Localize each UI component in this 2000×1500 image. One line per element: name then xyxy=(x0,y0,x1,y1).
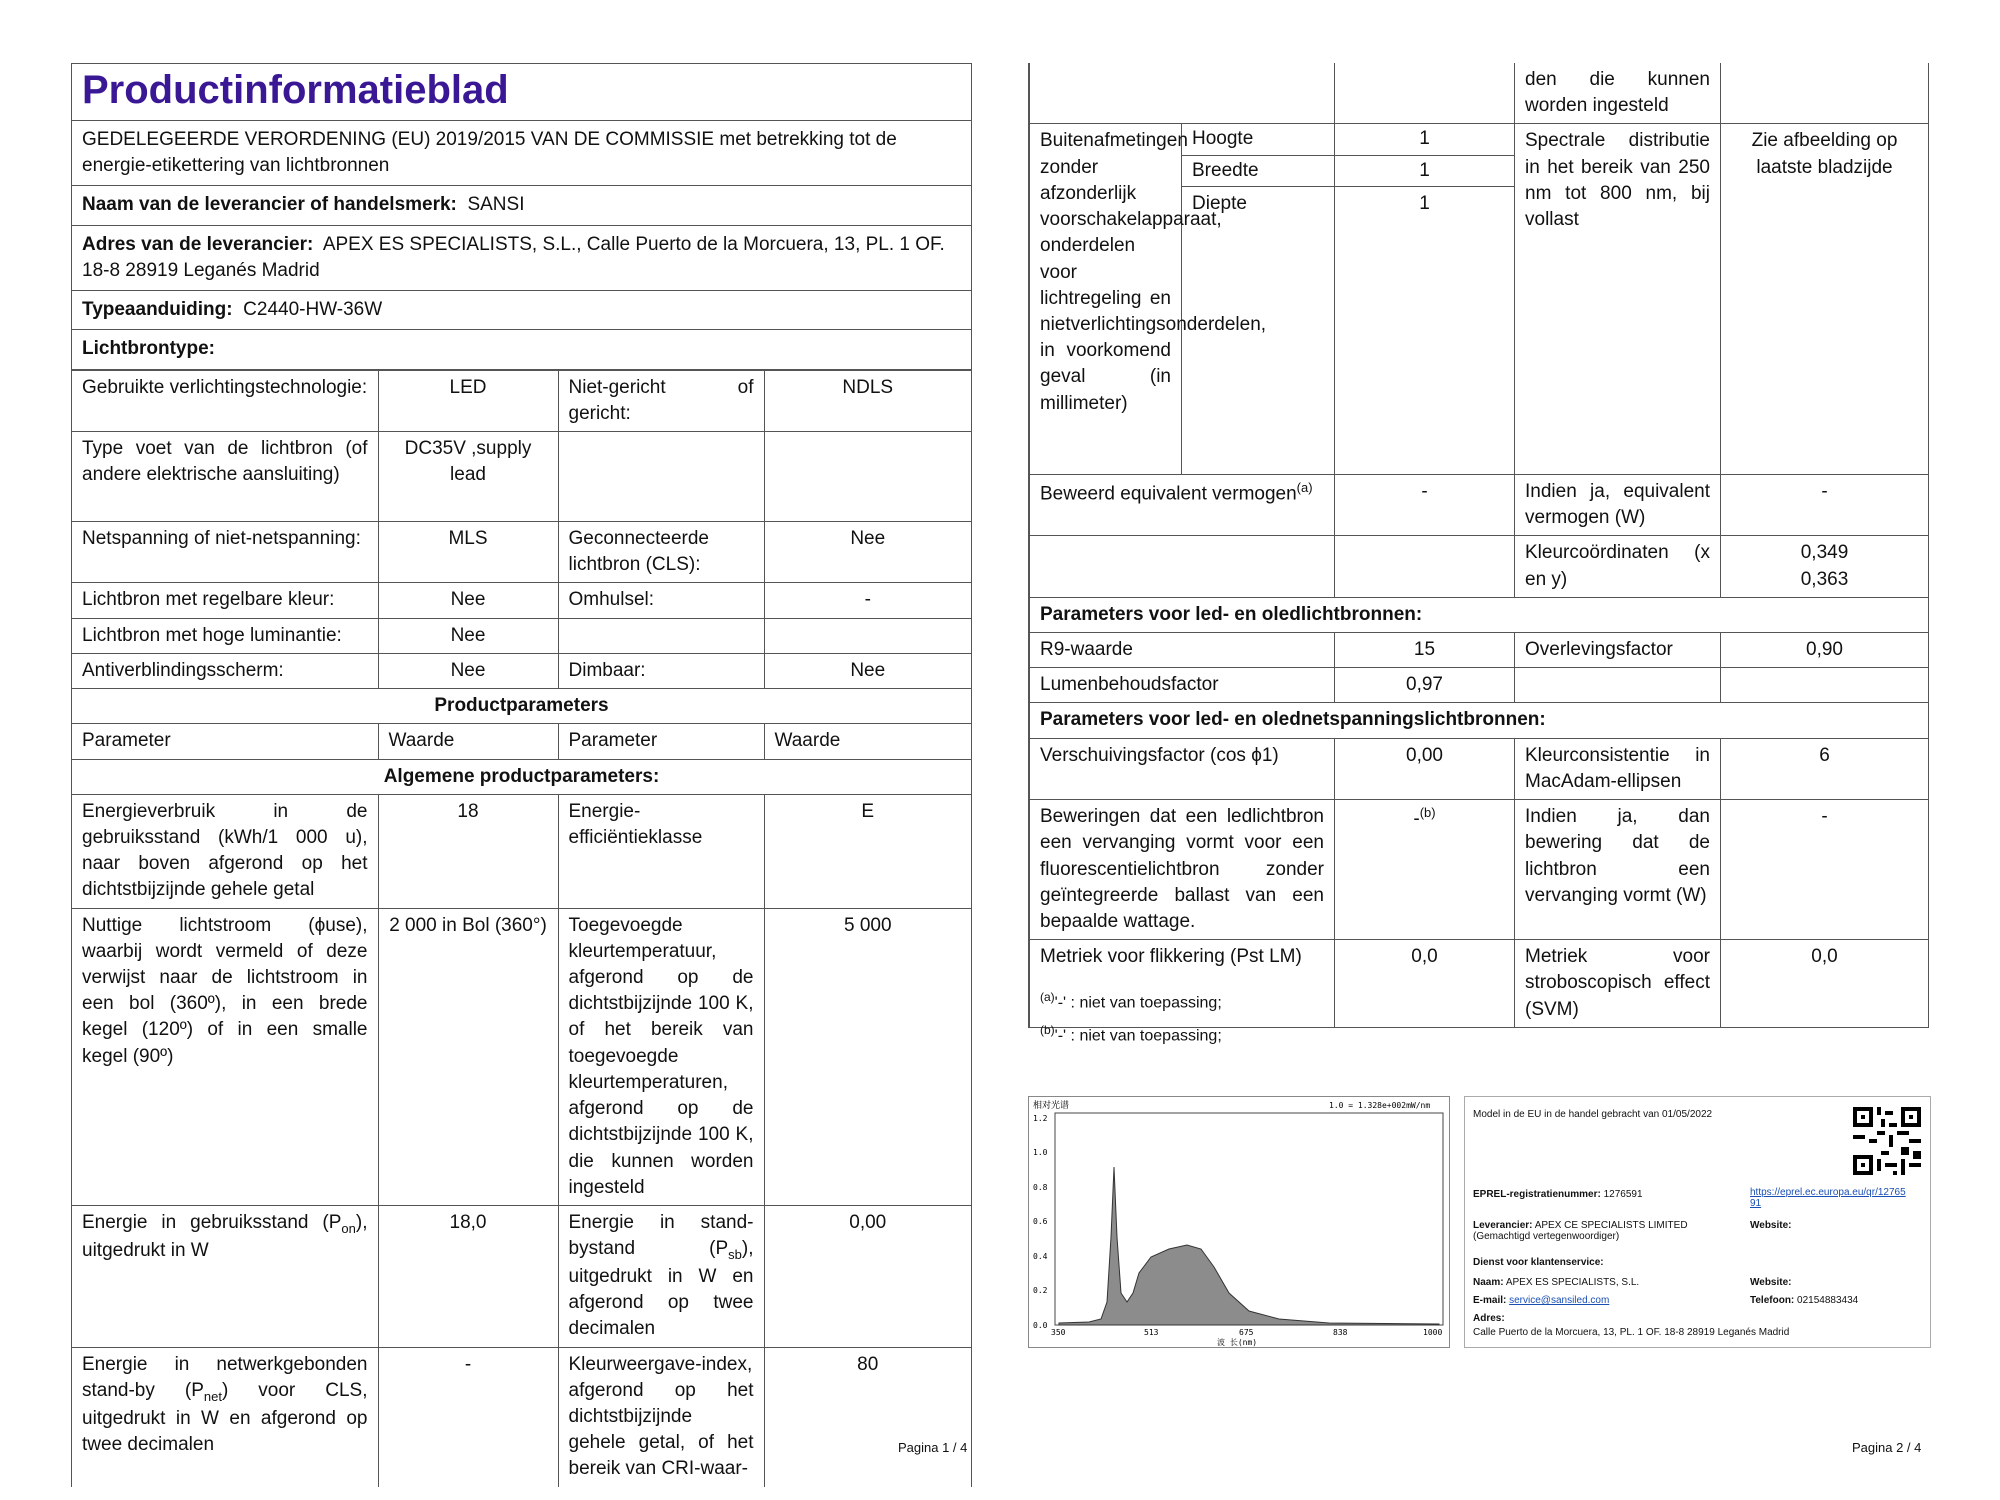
product-params-heading: Productparameters xyxy=(72,689,971,724)
y-tick: 0.6 xyxy=(1033,1217,1048,1226)
chromaticity-value xyxy=(1721,536,1929,597)
shift-label: Verschuivingsfactor (cos ϕ1) xyxy=(1030,738,1335,799)
table-cell xyxy=(1030,536,1335,597)
supplier-address-row xyxy=(72,225,971,290)
qr-code-icon xyxy=(1853,1107,1921,1175)
address-value: Calle Puerto de la Morcuera, 13, PL. 1 OF. 18-8 28919 Leganés Madrid xyxy=(1473,1327,1790,1338)
page-2 xyxy=(1000,0,2000,1500)
led-params-heading: Parameters voor led- en oledlichtbronnen: xyxy=(1030,597,1929,632)
email-row xyxy=(1473,1295,1609,1306)
supplier-label: Leverancier: xyxy=(1473,1220,1533,1231)
table-row xyxy=(1030,536,1929,597)
table-cell: DC35V ,supply lead xyxy=(378,431,558,521)
supplier-name-value: SANSI xyxy=(467,194,525,216)
dimension-value: 1 xyxy=(1335,124,1515,155)
table-cell: - xyxy=(764,583,971,618)
footnote-ref: (a) xyxy=(1296,479,1313,495)
type-label: Typeaanduiding: xyxy=(82,299,233,321)
table-cell xyxy=(764,431,971,521)
table-cell: Nee xyxy=(378,583,558,618)
chromaticity-y: 0,363 xyxy=(1800,568,1849,590)
eprel-link[interactable]: https://eprel.ec.europa.eu/qr/1276591 xyxy=(1750,1187,1906,1209)
table-cell: Kleurweergave-index, afgerond op het dichtstbijzijnde gehele getal, of het bereik van CRI-waar- xyxy=(558,1347,764,1487)
lumen-value: 0,97 xyxy=(1335,668,1515,703)
standby-label-post: ), uitgedrukt in W en afgerond op twee decimalen xyxy=(568,1238,754,1340)
table-cell: 2 000 in Bol (360°) xyxy=(378,908,558,1205)
replacement-power-label: Indien ja, dan bewering dat de lichtbron een vervanging vormt (W) xyxy=(1515,800,1721,940)
general-params-heading: Algemene productparameters: xyxy=(72,759,971,794)
params-table xyxy=(1029,63,1929,1028)
x-axis-label: 波 长(nm) xyxy=(1217,1338,1258,1347)
table-cell: Energie-efficiëntieklasse xyxy=(558,794,764,908)
stroboscopic-value: 0,0 xyxy=(1721,940,1929,1028)
eprel-label: EPREL-registratienummer: xyxy=(1473,1189,1601,1200)
table-row xyxy=(1030,63,1929,124)
footnote-mark: (b) xyxy=(1040,1022,1055,1037)
phone-label: Telefoon: xyxy=(1750,1295,1795,1306)
website-label: Website: xyxy=(1750,1220,1792,1231)
table-cell: Nee xyxy=(764,653,971,688)
service-name-row xyxy=(1473,1277,1639,1288)
table-cell: Energieverbruik in de gebruiksstand (kWh/1 000 u), naar boven afgerond op het dichtstbijzijnde gehele getal xyxy=(72,794,378,908)
spectral-label: Spectrale distributie in het bereik van 250 nm tot 800 nm, bij vollast xyxy=(1515,124,1721,474)
standby-label-sub: sb xyxy=(728,1247,742,1263)
x-ticks xyxy=(1051,1328,1442,1337)
website2-label: Website: xyxy=(1750,1277,1792,1288)
net-standby-label-sub: net xyxy=(203,1388,222,1404)
claimed-power-text: Beweerd equivalent vermogen xyxy=(1040,483,1297,505)
table-cell xyxy=(764,618,971,653)
page-title: Productinformatieblad xyxy=(82,68,509,112)
x-tick: 350 xyxy=(1051,1328,1066,1337)
table-cell: Omhulsel: xyxy=(558,583,764,618)
table-cell: Lichtbron met hoge luminantie: xyxy=(72,618,378,653)
table-cell: Nee xyxy=(378,653,558,688)
table-cell: 0,00 xyxy=(764,1206,971,1348)
dimensions-label: Buitenafmetingen zonder afzonderlijk voorschakelapparaat, onderdelen voor lichtregeling en nietverlichtingsonderdelen, in voorkomend geval (in millimeter) xyxy=(1030,124,1182,474)
standby-label-pre: Energie in stand-bystand (P xyxy=(568,1212,754,1260)
table-row xyxy=(72,521,971,582)
stroboscopic-label: Metriek voor stroboscopisch effect (SVM) xyxy=(1515,940,1721,1028)
table-cell xyxy=(72,1347,378,1487)
table-row xyxy=(72,908,971,1205)
r9-value: 15 xyxy=(1335,632,1515,667)
table-cell xyxy=(558,1206,764,1348)
table-cell: den die kunnen worden ingesteld xyxy=(1515,63,1721,124)
eprel-value: 1276591 xyxy=(1603,1189,1643,1200)
equivalent-power-value: - xyxy=(1721,474,1929,535)
email-link[interactable]: service@sansiled.com xyxy=(1509,1295,1610,1306)
table-row xyxy=(72,618,971,653)
x-tick: 513 xyxy=(1144,1328,1159,1337)
replacement-claim-text: - xyxy=(1413,808,1420,830)
supplier-name-label: Naam van de leverancier of handelsmerk: xyxy=(82,194,457,216)
net-standby-label-pre: Energie in netwerkgebonden stand-by (P xyxy=(82,1353,368,1401)
supplier-name-row xyxy=(72,185,971,224)
table-cell: 5 000 xyxy=(764,908,971,1205)
email-label: E-mail: xyxy=(1473,1295,1507,1306)
mains-params-heading: Parameters voor led- en olednetspanningslichtbronnen: xyxy=(1030,703,1929,738)
spectrum-curve xyxy=(1059,1167,1439,1325)
type-value: C2440-HW-36W xyxy=(243,299,383,321)
lumen-label: Lumenbehoudsfactor xyxy=(1030,668,1335,703)
table-cell: Lichtbron met regelbare kleur: xyxy=(72,583,378,618)
product-info-sheet-continued xyxy=(1028,63,1929,1028)
table-cell xyxy=(1721,668,1929,703)
table-row xyxy=(72,370,971,431)
light-source-type-row xyxy=(72,329,971,369)
on-mode-label-post: ), uitgedrukt in W xyxy=(82,1212,368,1261)
equivalent-power-label: Indien ja, equivalent vermogen (W) xyxy=(1515,474,1721,535)
supplier-address-label: Adres van de leverancier: xyxy=(82,233,314,255)
table-row xyxy=(72,431,971,521)
address-label: Adres: xyxy=(1473,1313,1505,1324)
y-tick: 0.4 xyxy=(1033,1252,1048,1261)
table-cell xyxy=(1335,63,1515,124)
table-cell xyxy=(558,431,764,521)
table-cell: Geconnecteerde lichtbron (CLS): xyxy=(558,521,764,582)
dimension-value: 1 xyxy=(1335,155,1515,186)
market-date: Model in de EU in de handel gebracht van 01/05/2022 xyxy=(1473,1109,1713,1120)
name-value: APEX ES SPECIALISTS, S.L. xyxy=(1505,1277,1640,1288)
table-header: Waarde xyxy=(764,724,971,759)
claimed-power-value: - xyxy=(1335,474,1515,535)
table-row xyxy=(1030,474,1929,535)
footnote-b xyxy=(1040,1019,1222,1052)
table-cell xyxy=(1721,63,1929,124)
flicker-value: 0,0 xyxy=(1335,940,1515,1028)
table-cell: Toegevoegde kleurtemperatuur, afgerond op de dichtstbijzijnde 100 K, of het bereik van toegevoegde kleurtemperaturen, afgerond op de dichtstbijzijnde 100 K, die kunnen worden ingesteld xyxy=(558,908,764,1205)
claimed-power-label xyxy=(1030,474,1335,535)
footnote-ref: (b) xyxy=(1419,805,1436,821)
table-row xyxy=(1030,668,1929,703)
spectral-value: Zie afbeelding op laatste bladzijde xyxy=(1721,124,1929,474)
table-row xyxy=(72,794,971,908)
spectrum-scale: 1.0 = 1.328e+002mW/nm xyxy=(1329,1101,1431,1110)
replacement-claim-label: Beweringen dat een ledlichtbron een vervanging vormt voor een fluorescentielichtbron zonder geïntegreerde ballast van een bepaalde wattage. xyxy=(1030,800,1335,940)
supplier-value: APEX CE SPECIALISTS LIMITED (Gemachtigd vertegenwoordiger) xyxy=(1473,1220,1688,1242)
consistency-value: 6 xyxy=(1721,738,1929,799)
name-label: Naam: xyxy=(1473,1277,1504,1288)
replacement-power-value: - xyxy=(1721,800,1929,940)
dimension-label: Hoogte xyxy=(1182,124,1335,155)
spectrum-svg xyxy=(1029,1097,1449,1347)
table-row xyxy=(72,653,971,688)
supplier-address-value: APEX ES SPECIALISTS, S.L., Calle Puerto de la Morcuera, 13, PL. 1 OF. 18-8 28919 Leganés Madrid xyxy=(82,233,945,281)
table-cell xyxy=(1515,668,1721,703)
table-cell: Netspanning of niet-netspanning: xyxy=(72,521,378,582)
energy-label-info xyxy=(1464,1096,1931,1348)
table-cell: 18,0 xyxy=(378,1206,558,1348)
phone-value: 02154883434 xyxy=(1797,1295,1859,1306)
y-tick: 1.2 xyxy=(1033,1114,1048,1123)
chromaticity-label: Kleurcoördinaten (x en y) xyxy=(1515,536,1721,597)
table-cell xyxy=(1030,63,1335,124)
y-tick: 0.0 xyxy=(1033,1321,1048,1330)
net-standby-label-post: ) voor CLS, uitgedrukt in W en afgerond op twee decimalen xyxy=(82,1379,368,1455)
footnote-text: '-' : niet van toepassing; xyxy=(1054,994,1222,1012)
table-cell xyxy=(72,1206,378,1348)
x-tick: 1000 xyxy=(1423,1328,1443,1337)
table-header: Parameter xyxy=(558,724,764,759)
y-ticks xyxy=(1033,1114,1048,1330)
survival-value: 0,90 xyxy=(1721,632,1929,667)
dimension-label: Diepte xyxy=(1182,186,1335,474)
y-tick: 0.2 xyxy=(1033,1286,1048,1295)
shift-value: 0,00 xyxy=(1335,738,1515,799)
chromaticity-x: 0,349 xyxy=(1800,542,1849,564)
table-row xyxy=(72,1347,971,1487)
product-info-sheet xyxy=(71,63,972,1487)
table-cell: Nee xyxy=(764,521,971,582)
table-row xyxy=(1030,738,1929,799)
x-tick: 675 xyxy=(1239,1328,1254,1337)
regulation-text: GEDELEGEERDE VERORDENING (EU) 2019/2015 VAN DE COMMISSIE met betrekking tot de energie-etikettering van lichtbronnen xyxy=(72,120,971,185)
footnote-mark: (a) xyxy=(1040,990,1055,1004)
table-row xyxy=(72,583,971,618)
type-row xyxy=(72,290,971,329)
source-table xyxy=(72,370,971,1488)
table-cell xyxy=(558,618,764,653)
table-row xyxy=(72,724,971,759)
table-row xyxy=(72,689,971,724)
dimension-label: Breedte xyxy=(1182,155,1335,186)
consistency-label: Kleurconsistentie in MacAdam-ellipsen xyxy=(1515,738,1721,799)
table-cell: Dimbaar: xyxy=(558,653,764,688)
phone-row xyxy=(1750,1295,1858,1306)
table-row xyxy=(1030,703,1929,738)
table-cell: E xyxy=(764,794,971,908)
table-row xyxy=(72,759,971,794)
table-cell xyxy=(1335,536,1515,597)
spectral-distribution-image xyxy=(1028,1096,1450,1348)
table-row xyxy=(1030,632,1929,667)
table-cell: Nee xyxy=(378,618,558,653)
light-source-type-label: Lichtbrontype: xyxy=(82,338,215,360)
on-mode-label-sub: on xyxy=(341,1220,356,1236)
x-tick: 838 xyxy=(1333,1328,1348,1337)
table-cell: - xyxy=(378,1347,558,1487)
footnotes xyxy=(1040,986,1222,1051)
table-cell: MLS xyxy=(378,521,558,582)
table-row xyxy=(1030,124,1929,155)
table-header: Waarde xyxy=(378,724,558,759)
supplier-row xyxy=(1473,1220,1738,1242)
table-cell: Antiverblindingsscherm: xyxy=(72,653,378,688)
spectrum-title: 相对光谱 xyxy=(1033,1101,1070,1111)
replacement-claim-value xyxy=(1335,800,1515,940)
y-tick: 1.0 xyxy=(1033,1148,1048,1157)
survival-label: Overlevingsfactor xyxy=(1515,632,1721,667)
table-header: Parameter xyxy=(72,724,378,759)
y-tick: 0.8 xyxy=(1033,1183,1048,1192)
on-mode-label-pre: Energie in gebruiksstand (P xyxy=(82,1212,342,1233)
table-cell: Gebruikte verlichtingstechnologie: xyxy=(72,370,378,431)
table-cell: Nuttige lichtstroom (ϕuse), waarbij wordt vermeld of deze verwijst naar de lichtstroom in een bol (360º), in een brede kegel (120º) of in een smalle kegel (90º) xyxy=(72,908,378,1205)
table-row xyxy=(1030,800,1929,940)
table-row xyxy=(72,1206,971,1348)
eprel-row xyxy=(1473,1189,1643,1200)
table-cell: 80 xyxy=(764,1347,971,1487)
table-cell: 18 xyxy=(378,794,558,908)
page-number: Pagina 1 / 4 xyxy=(898,1440,968,1455)
table-cell: NDLS xyxy=(764,370,971,431)
table-cell: LED xyxy=(378,370,558,431)
table-cell: Niet-gericht of gericht: xyxy=(558,370,764,431)
page-number: Pagina 2 / 4 xyxy=(1852,1440,1922,1455)
r9-label: R9-waarde xyxy=(1030,632,1335,667)
table-row xyxy=(1030,597,1929,632)
footnote-text: '-' : niet van toepassing; xyxy=(1054,1026,1222,1044)
dimension-value: 1 xyxy=(1335,186,1515,474)
service-label: Dienst voor klantenservice: xyxy=(1473,1257,1604,1268)
footnote-a xyxy=(1040,986,1222,1019)
table-cell: Type voet van de lichtbron (of andere elektrische aansluiting) xyxy=(72,431,378,521)
flicker-label: Metriek voor flikkering (Pst LM) xyxy=(1030,940,1335,1028)
